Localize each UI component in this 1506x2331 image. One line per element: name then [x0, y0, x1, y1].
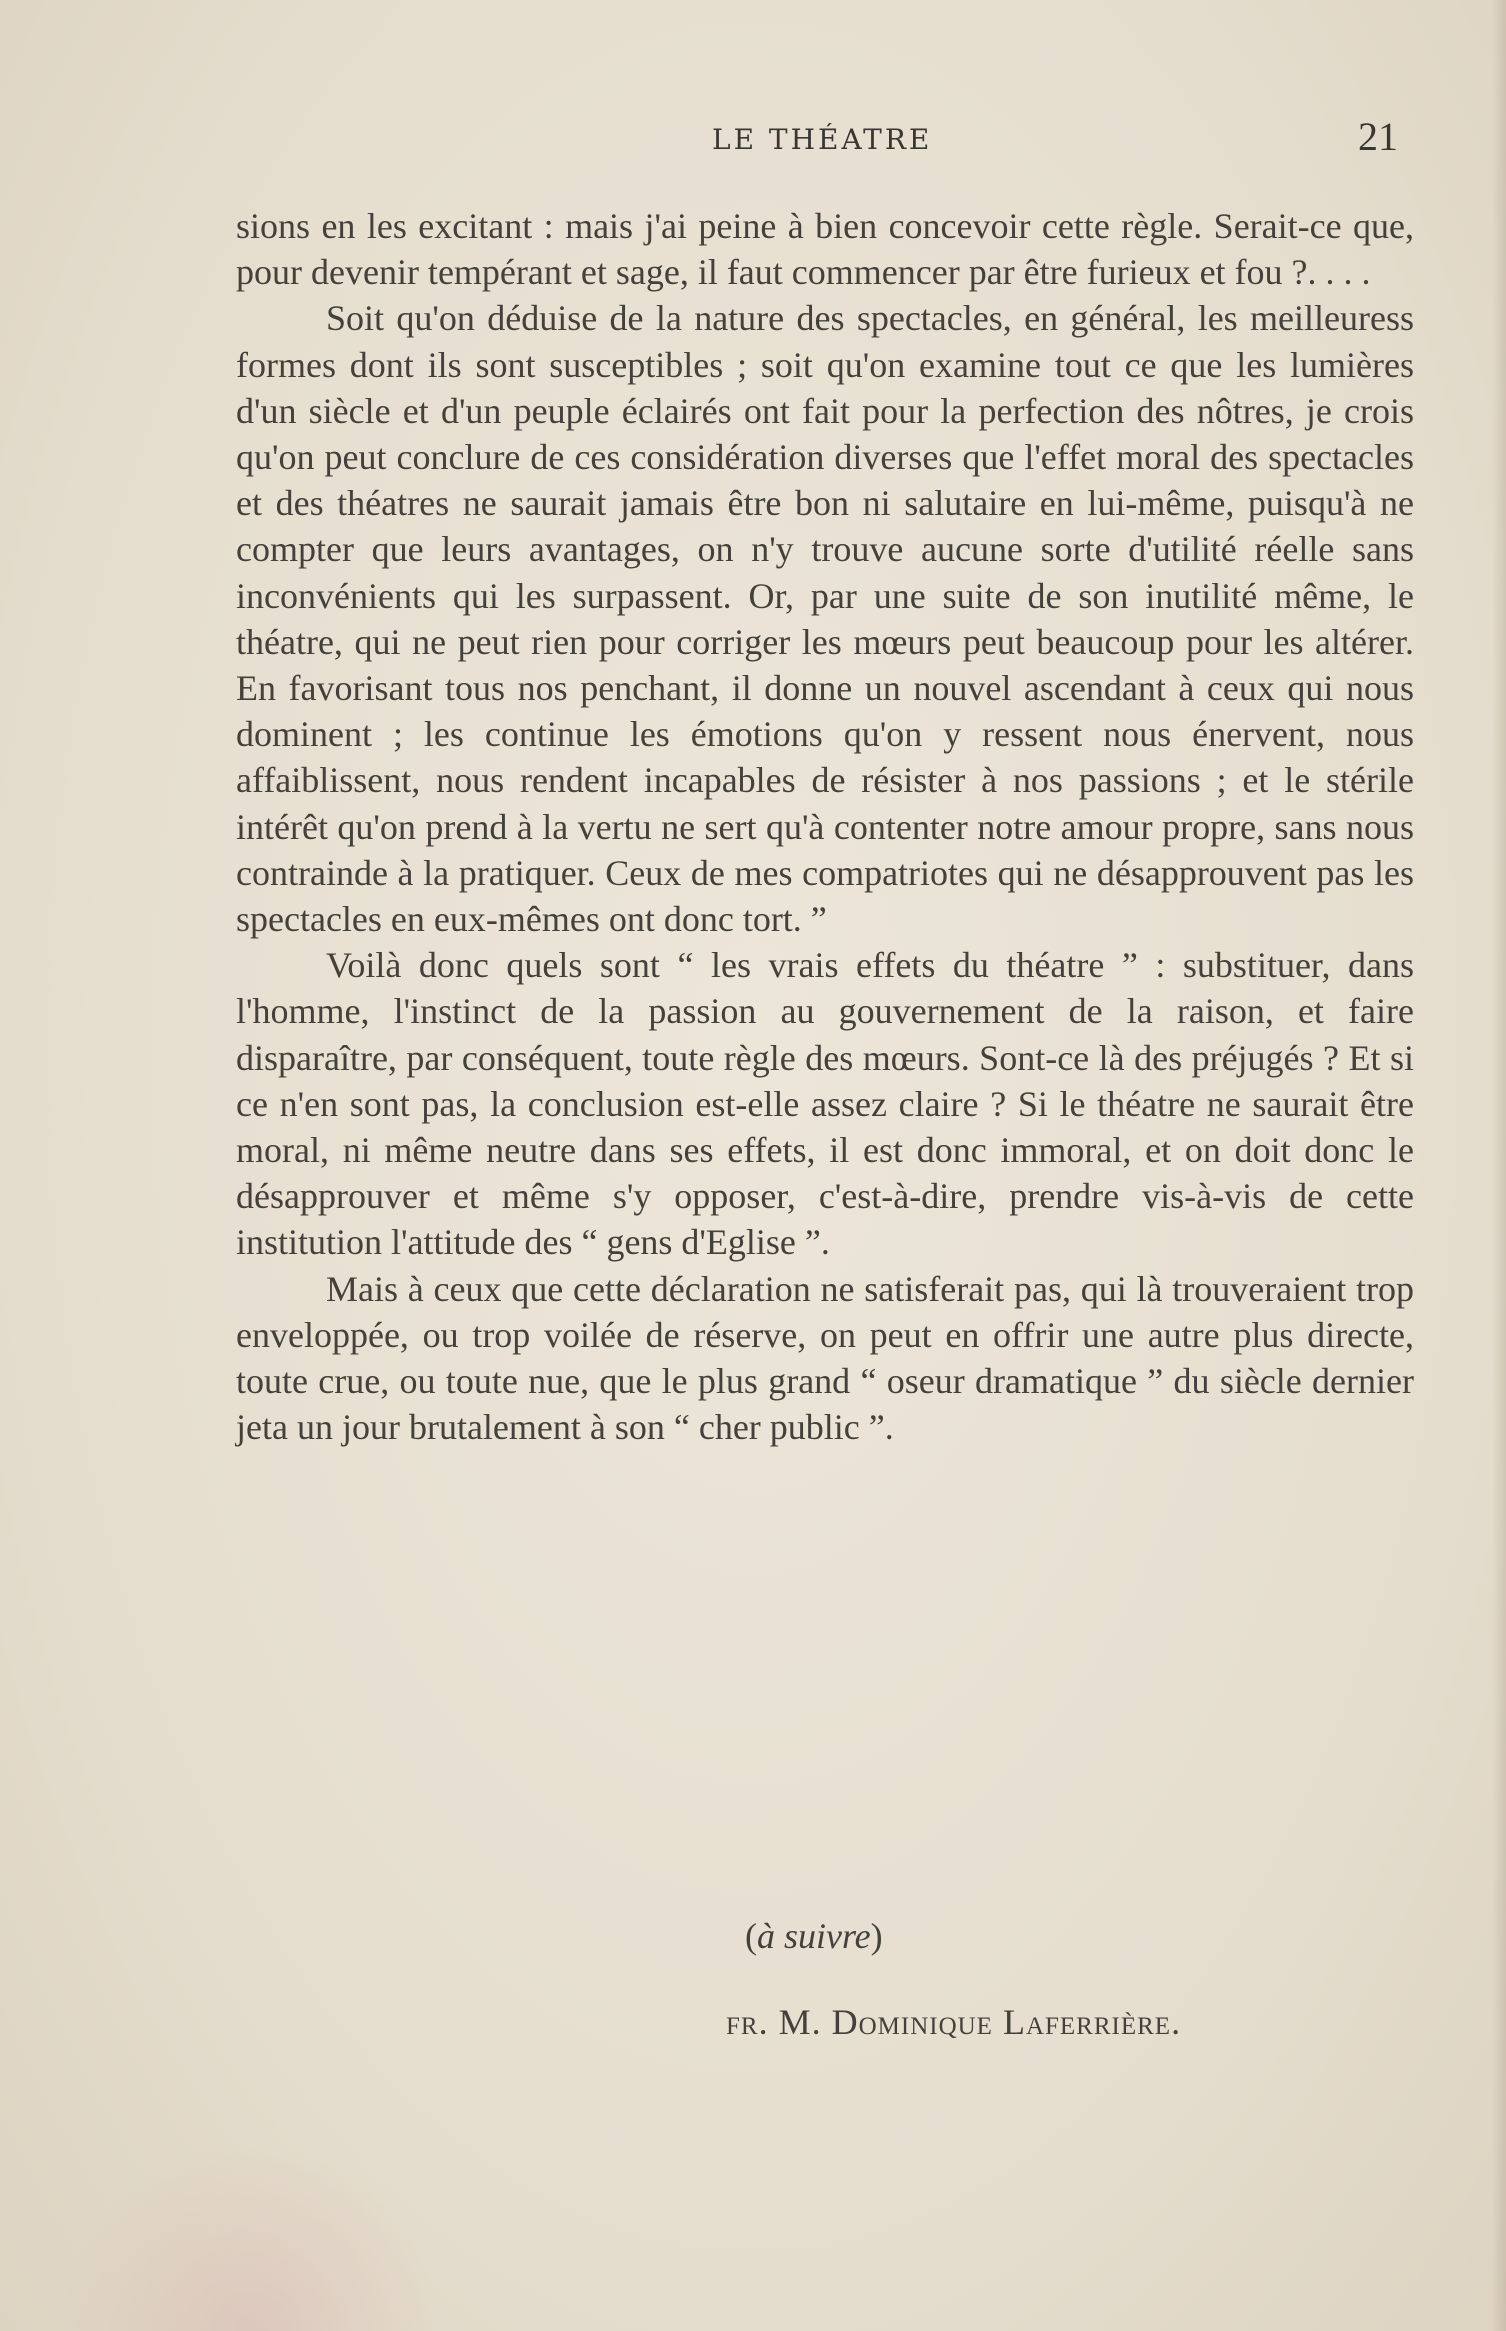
running-head: LE THÉATRE: [712, 123, 933, 156]
paragraph-1: sions en les excitant : mais j'ai peine à bien concevoir cette règle. Serait-ce que, pour devenir tempérant et sage, il faut commencer par être furieux et fou ?. . . .: [236, 206, 1414, 293]
to-be-continued-text: à suivre: [757, 1916, 871, 1956]
paper-stain: [60, 2141, 440, 2331]
page-number: 21: [1358, 114, 1398, 159]
page-edge-shadow: [1492, 0, 1506, 2331]
body-text: [236, 203, 1414, 1450]
to-be-continued: (à suivre): [745, 1916, 883, 1956]
author-signature: fr. M. Dominique Laferrière.: [726, 2002, 1182, 2042]
paragraph-2: Soit qu'on déduise de la nature des spectacles, en général, les meilleuress formes dont ils sont susceptibles ; soit qu'on examine tout ce que les lumières d'un siècle et d'un peuple éclairés ont fait pour la perfection des nôtres, je crois qu'on peut conclure de ces considération diverses que l'effet moral des spectacles et des théatres ne saurait jamais être bon ni salutaire en lui-même, puisqu'à ne compter que leurs avantages, on n'y trouve aucune sorte d'utilité réelle sans inconvénients qui les surpassent. Or, par une suite de son inutilité même, le théatre, qui ne peut rien pour corriger les mœurs peut beaucoup pour les altérer. En favorisant tous nos penchant, il donne un nouvel ascendant à ceux qui nous dominent ; les continue les émotions qu'on y ressent nous énervent, nous affaiblissent, nous rendent incapables de résister à nos passions ; et le stérile intérêt qu'on prend à la vertu ne sert qu'à contenter notre amour propre, sans nous contrainde à la pratiquer. Ceux de mes compatriotes qui ne désapprouvent pas les spectacles en eux-mêmes ont donc tort. ”: [236, 298, 1414, 940]
paragraph-4: Mais à ceux que cette déclaration ne satisferait pas, qui là trouveraient trop enveloppée, ou trop voilée de réserve, on peut en offrir une autre plus directe, toute crue, ou toute nue, que le plus grand “ oseur dramatique ” du siècle dernier jeta un jour brutalement à son “ cher public ”.: [236, 1268, 1414, 1448]
paragraph-3: Voilà donc quels sont “ les vrais effets du théatre ” : substituer, dans l'homme, l'instinct de la passion au gouvernement de la raison, et faire disparaître, par conséquent, toute règle des mœurs. Sont-ce là des préjugés ? Et si ce n'en sont pas, la conclusion est-elle assez claire ? Si le théatre ne saurait être moral, ni même neutre dans ses effets, il est donc immoral, et on doit donc le désapprouver et même s'y opposer, c'est-à-dire, prendre vis-à-vis de cette institution l'attitude des “ gens d'Eglise ”.: [236, 945, 1414, 1263]
